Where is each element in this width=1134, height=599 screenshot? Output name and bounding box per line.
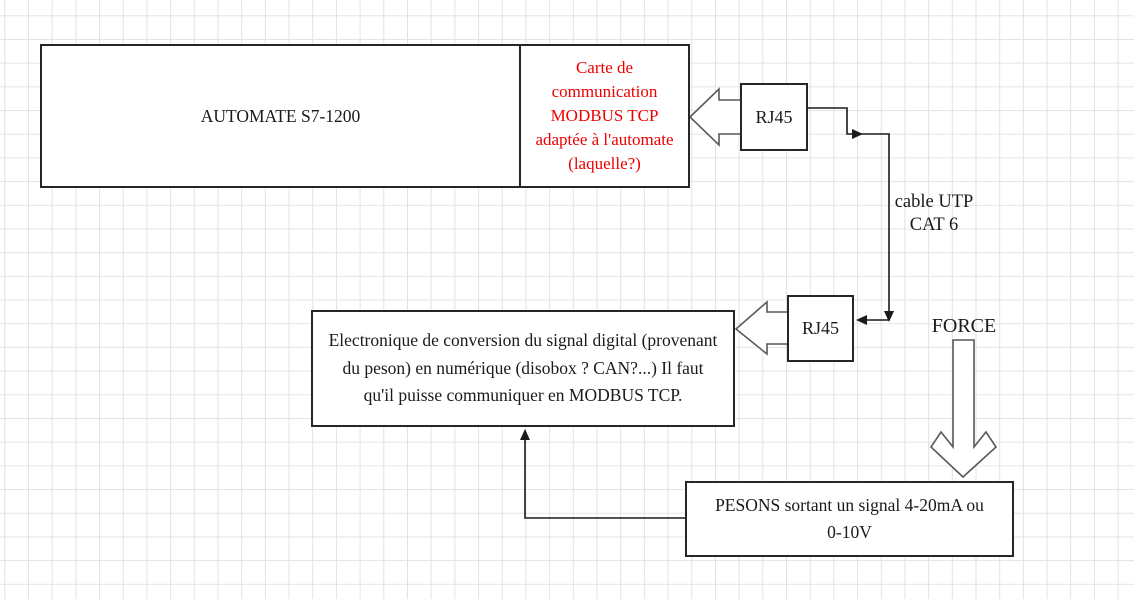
cable-label-line2: CAT 6	[909, 215, 959, 235]
electronique-line3: qu'il puisse communiquer en MODBUS TCP.	[363, 385, 683, 406]
automate-label: AUTOMATE S7-1200	[200, 105, 361, 126]
left-block-arrow-icon	[690, 89, 741, 145]
force-down-arrow-icon	[931, 340, 996, 477]
connector-pesons-to-electronique	[525, 431, 685, 518]
rj45-top-label: RJ45	[755, 106, 793, 127]
carte-text	[521, 46, 688, 186]
automate-compartment	[42, 46, 521, 186]
rj45-bottom-box	[787, 295, 854, 362]
pesons-line2: 0-10V	[827, 522, 872, 542]
arrowhead-right-icon	[852, 129, 863, 139]
electronique-box	[311, 310, 735, 427]
cable-label	[879, 191, 989, 237]
rj45-top-box	[740, 83, 808, 151]
cable-label-line1: cable UTP	[894, 192, 974, 212]
carte-line: (laquelle?)	[568, 154, 641, 173]
connector-rj45-to-cable	[808, 108, 889, 318]
carte-line: adaptée à l'automate	[535, 130, 674, 149]
automate-box	[40, 44, 690, 188]
electronique-line1: Electronique de conversion du signal digital (provenant	[328, 330, 718, 351]
electronique-line2: du peson) en numérique (disobox ? CAN?...) Il faut	[342, 357, 704, 378]
carte-line: Carte de	[575, 58, 634, 77]
carte-line: communication	[551, 82, 658, 101]
left-block-arrow-icon	[736, 302, 789, 354]
pesons-box	[685, 481, 1014, 557]
rj45-bottom-label: RJ45	[801, 318, 839, 338]
arrowhead-up-icon	[520, 429, 530, 440]
carte-line: MODBUS TCP	[550, 106, 659, 125]
pesons-line1: PESONS sortant un signal 4-20mA ou	[715, 494, 984, 515]
force-label: FORCE	[931, 315, 997, 337]
arrowhead-left-icon	[856, 315, 867, 325]
